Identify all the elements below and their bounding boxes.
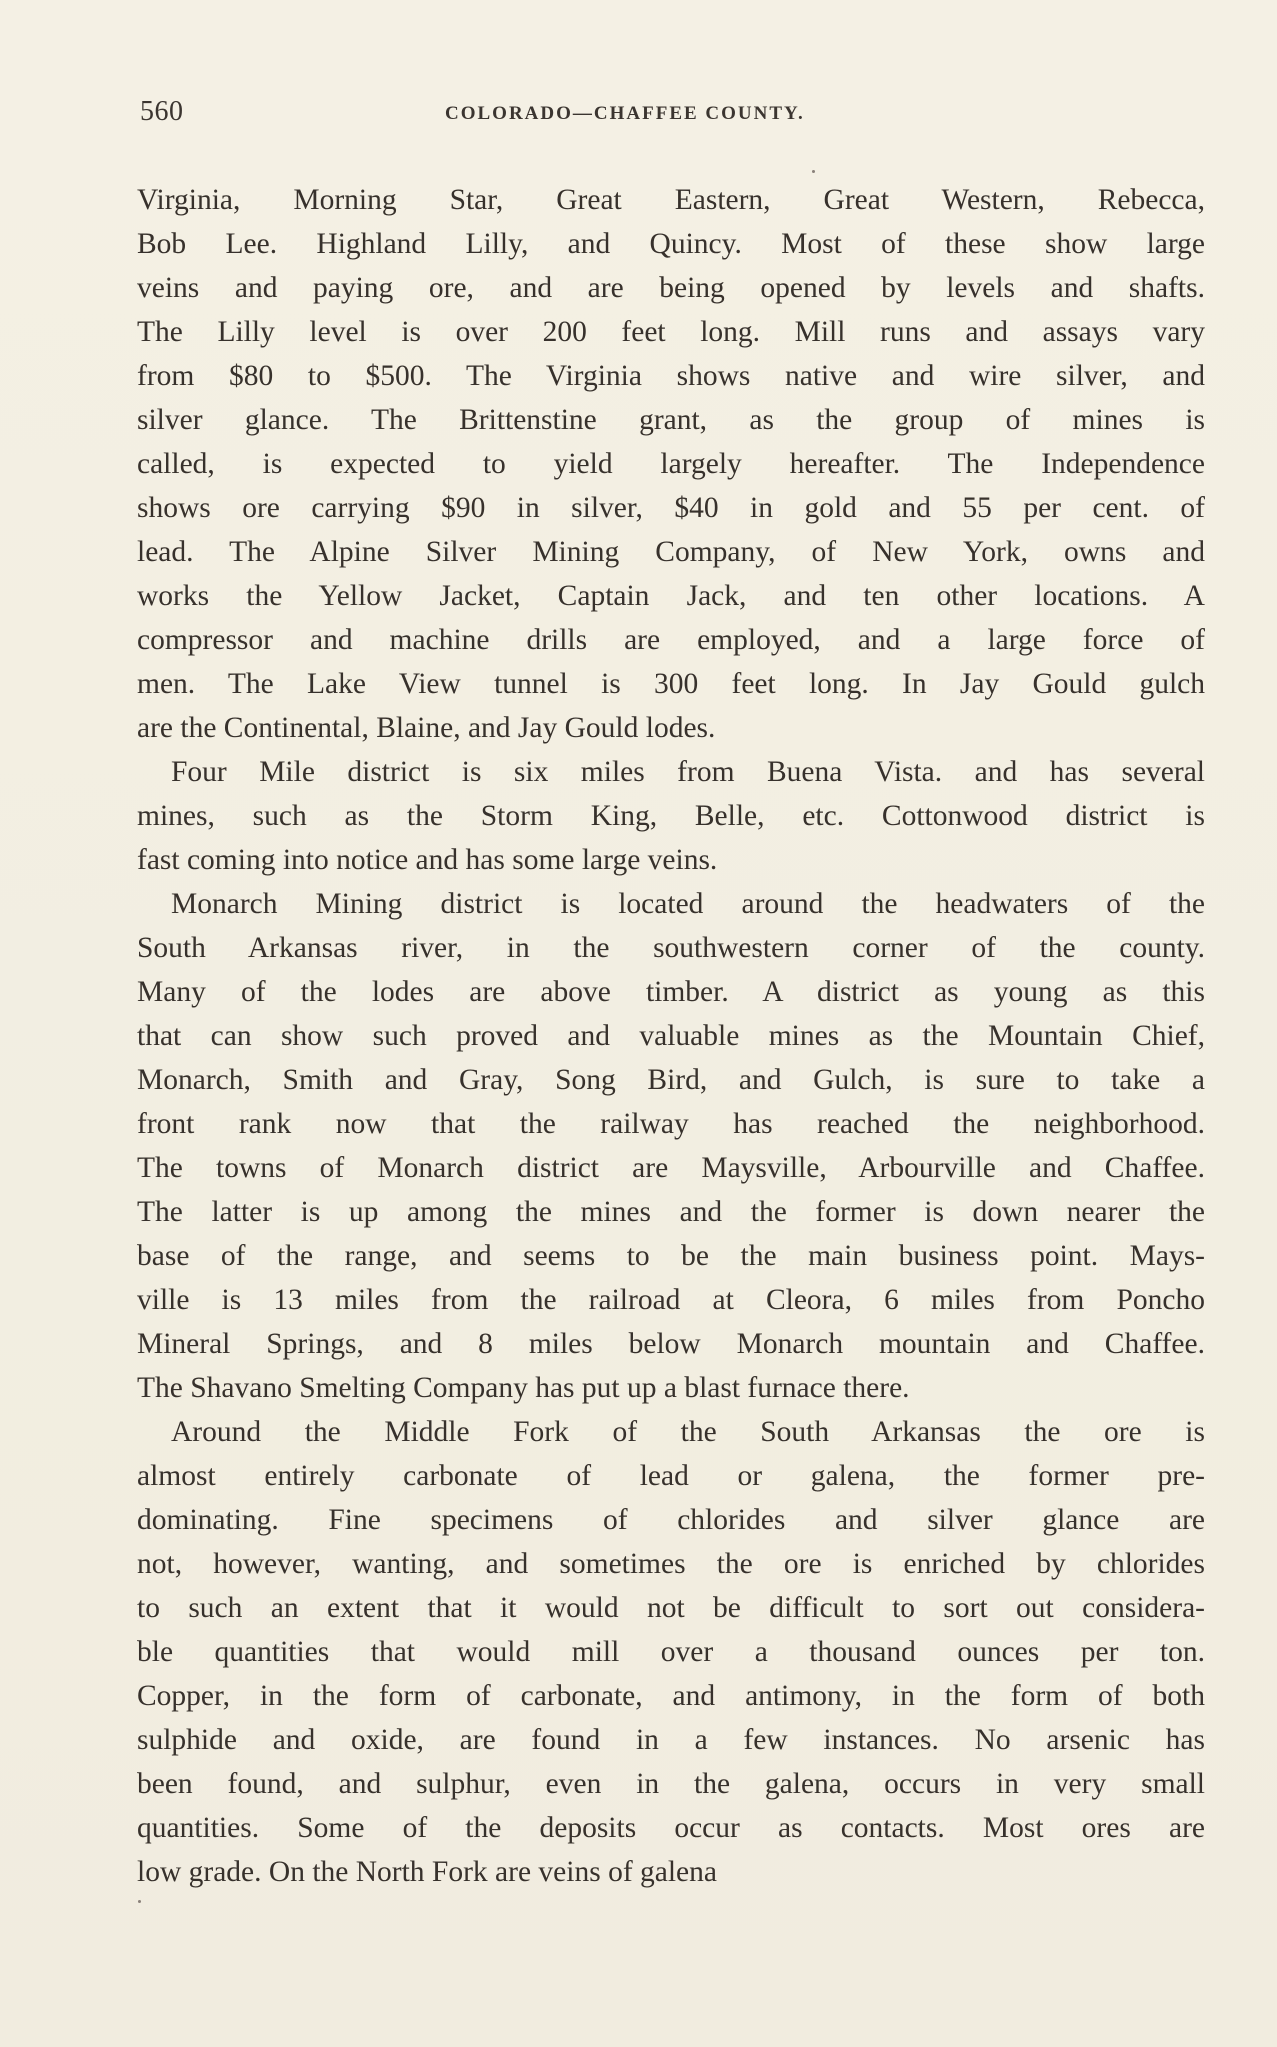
text-line: men. The Lake View tunnel is 300 feet long. In Jay Gould gulch [137, 668, 1205, 700]
text-line: that can show such proved and valuable mines as the Mountain Chief, [137, 1020, 1205, 1052]
page-number: 560 [140, 96, 184, 127]
text-line: silver glance. The Brittenstine grant, as the group of mines is [137, 404, 1205, 436]
page-header [140, 92, 1205, 132]
text-line: called, is expected to yield largely hereafter. The Independence [137, 448, 1205, 480]
print-speck [138, 1900, 141, 1903]
text-line: The Shavano Smelting Company has put up a blast furnace there. [137, 1372, 910, 1404]
text-line: South Arkansas river, in the southwestern corner of the county. [137, 932, 1205, 964]
text-line: veins and paying ore, and are being opened by levels and shafts. [137, 272, 1205, 304]
text-line: almost entirely carbonate of lead or galena, the former pre- [137, 1460, 1205, 1492]
text-line: low grade. On the North Fork are veins of galena [137, 1856, 717, 1888]
text-line: Many of the lodes are above timber. A district as young as this [137, 976, 1205, 1008]
text-line: The towns of Monarch district are Maysville, Arbourville and Chaffee. [137, 1152, 1205, 1184]
text-line: base of the range, and seems to be the main business point. Mays- [137, 1240, 1205, 1272]
text-line: dominating. Fine specimens of chlorides and silver glance are [137, 1504, 1205, 1536]
text-line: are the Continental, Blaine, and Jay Gould lodes. [137, 712, 716, 744]
text-line: compressor and machine drills are employed, and a large force of [137, 624, 1205, 656]
text-line: Four Mile district is six miles from Buena Vista. and has several [171, 756, 1205, 788]
text-line: lead. The Alpine Silver Mining Company, of New York, owns and [137, 536, 1205, 568]
text-line: fast coming into notice and has some large veins. [137, 844, 718, 876]
text-line: not, however, wanting, and sometimes the ore is enriched by chlorides [137, 1548, 1205, 1580]
text-line: works the Yellow Jacket, Captain Jack, and ten other locations. A [137, 580, 1205, 612]
text-line: from $80 to $500. The Virginia shows native and wire silver, and [137, 360, 1205, 392]
text-line: Monarch Mining district is located around the headwaters of the [171, 888, 1205, 920]
text-line: Monarch, Smith and Gray, Song Bird, and Gulch, is sure to take a [137, 1064, 1205, 1096]
running-head: COLORADO—CHAFFEE COUNTY. [445, 103, 805, 124]
text-line: Copper, in the form of carbonate, and antimony, in the form of both [137, 1680, 1205, 1712]
text-line: ble quantities that would mill over a thousand ounces per ton. [137, 1636, 1205, 1668]
text-line: sulphide and oxide, are found in a few instances. No arsenic has [137, 1724, 1205, 1756]
text-line: Virginia, Morning Star, Great Eastern, Great Western, Rebecca, [137, 184, 1205, 216]
text-line: mines, such as the Storm King, Belle, etc. Cottonwood district is [137, 800, 1205, 832]
text-line: Mineral Springs, and 8 miles below Monarch mountain and Chaffee. [137, 1328, 1205, 1360]
text-line: front rank now that the railway has reached the neighborhood. [137, 1108, 1205, 1140]
text-line: The latter is up among the mines and the former is down nearer the [137, 1196, 1205, 1228]
text-line: The Lilly level is over 200 feet long. Mill runs and assays vary [137, 316, 1205, 348]
text-line: ville is 13 miles from the railroad at Cleora, 6 miles from Poncho [137, 1284, 1205, 1316]
body-text [137, 178, 1205, 1894]
text-line: quantities. Some of the deposits occur as contacts. Most ores are [137, 1812, 1205, 1844]
text-line: to such an extent that it would not be difficult to sort out considera- [137, 1592, 1205, 1624]
text-line: Around the Middle Fork of the South Arkansas the ore is [171, 1416, 1205, 1448]
text-line: been found, and sulphur, even in the galena, occurs in very small [137, 1768, 1205, 1800]
print-speck [812, 170, 815, 173]
text-line: shows ore carrying $90 in silver, $40 in gold and 55 per cent. of [137, 492, 1205, 524]
text-line: Bob Lee. Highland Lilly, and Quincy. Most of these show large [137, 228, 1205, 260]
